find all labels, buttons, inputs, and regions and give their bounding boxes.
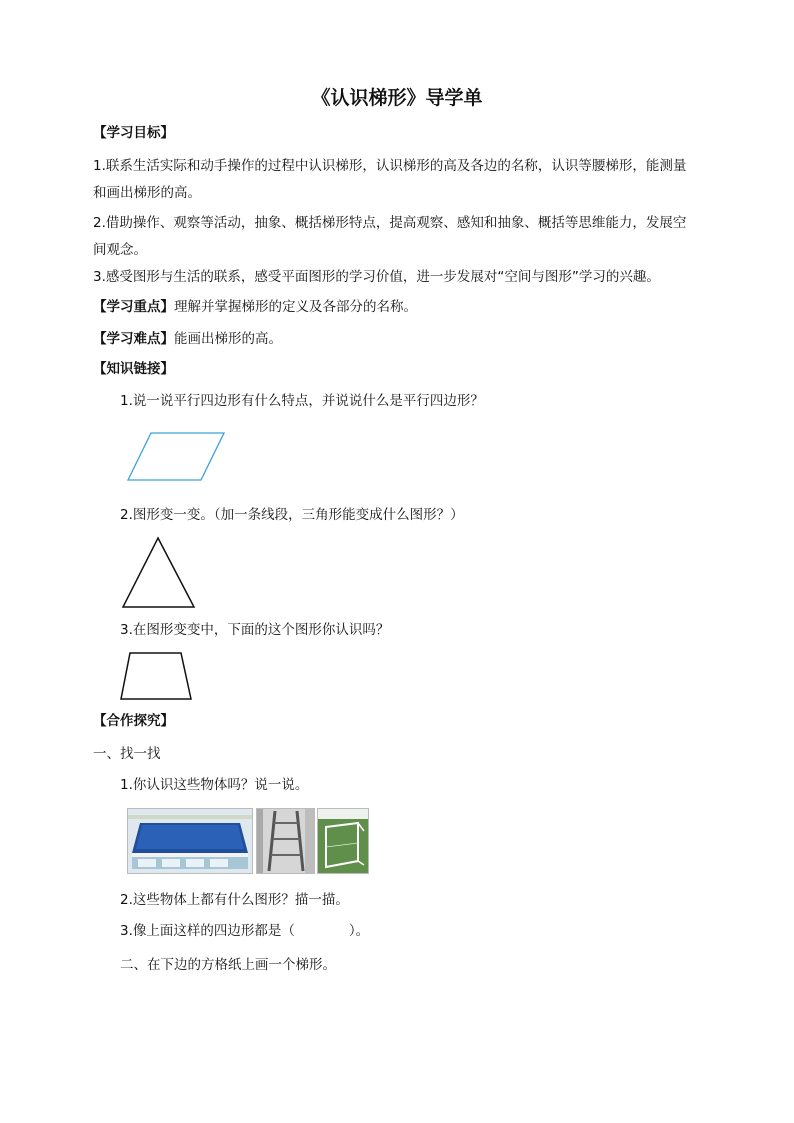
page-title: 《认识梯形》导学单 [311,87,483,109]
difficulty-text: 能画出梯形的高。 [174,331,282,347]
explore-q2: 2.这些物体上都有什么图形？描一描。 [120,892,349,908]
stadium-photo [127,808,253,874]
knowledge-q3: 3.在图形变变中，下面的这个图形你认识吗？ [120,622,390,638]
parallelogram-shape [125,430,227,484]
explore-q3: 3.像上面这样的四边形都是（ ）。 [120,923,370,939]
goal-1-line-2: 和画出梯形的高。 [93,185,201,201]
ladder-photo [256,808,315,874]
knowledge-q2: 2.图形变一变。（加一条线段，三角形能变成什么图形？） [120,507,464,523]
goal-photo [317,808,369,874]
goal-3: 3.感受图形与生活的联系，感受平面图形的学习价值，进一步发展对“空间与图形”学习的兴趣。 [93,269,660,285]
goals-heading: 【学习目标】 [93,125,174,141]
triangle-shape [120,535,198,611]
explore-q1: 1.你认识这些物体吗？说一说。 [120,777,309,793]
trapezoid-shape [118,650,194,702]
difficulty-label: 【学习难点】 [93,331,174,347]
goal-2-line-2: 间观念。 [93,242,147,258]
difficulty [93,330,282,348]
knowledge-heading: 【知识链接】 [93,361,174,377]
goal-2-line-1: 2.借助操作、观察等活动，抽象、概括梯形特点，提高观察、感知和抽象、概括等思维能力，发展空 [93,215,687,231]
key-point-label: 【学习重点】 [93,299,174,315]
key-point [93,298,417,316]
knowledge-q1: 1.说一说平行四边形有什么特点，并说说什么是平行四边形？ [120,393,484,409]
key-point-text: 理解并掌握梯形的定义及各部分的名称。 [174,299,417,315]
goal-1-line-1: 1.联系生活实际和动手操作的过程中认识梯形，认识梯形的高及各边的名称，认识等腰梯形，能测量 [93,158,687,174]
explore-part1: 一、找一找 [93,746,161,762]
explore-heading: 【合作探究】 [93,713,174,729]
explore-part2: 二、在下边的方格纸上画一个梯形。 [120,957,336,973]
